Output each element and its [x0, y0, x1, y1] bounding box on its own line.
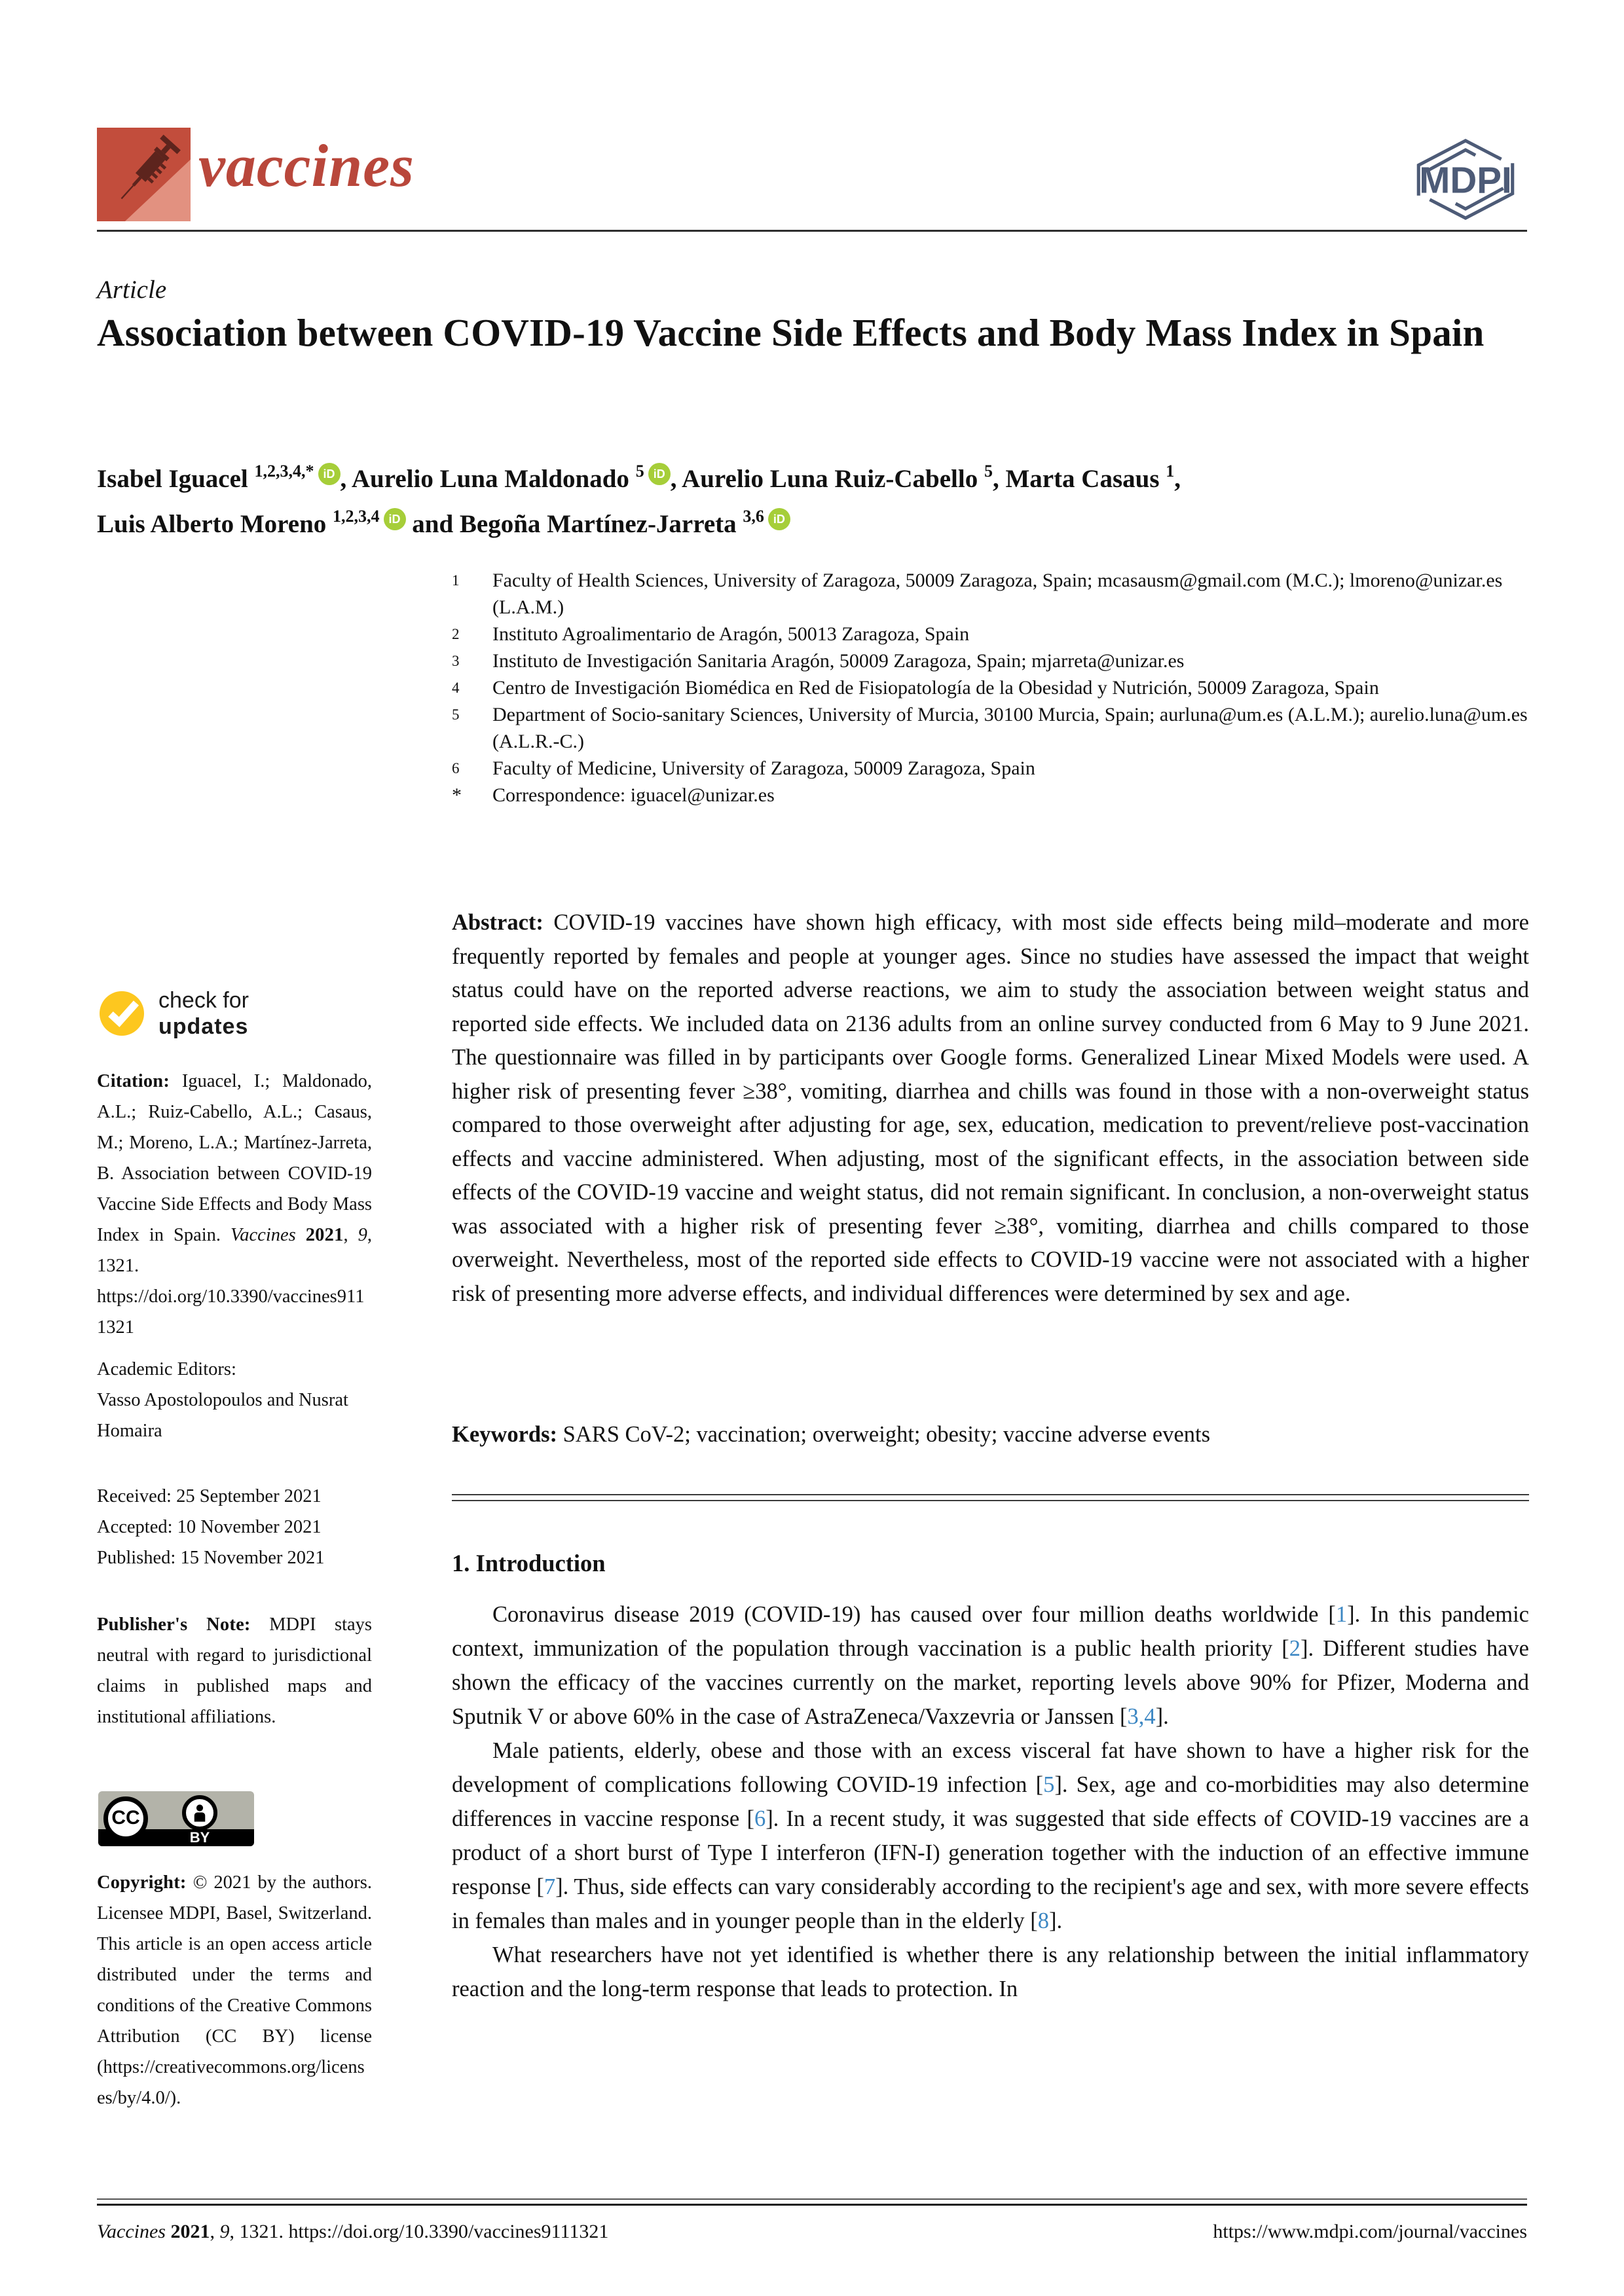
mdpi-logo-icon	[1403, 134, 1528, 225]
author-affil-sup: 1,2,3,4	[333, 507, 380, 526]
cc-by-label: BY	[189, 1829, 210, 1846]
author-name: Marta Casaus	[1005, 465, 1160, 493]
citation-ref[interactable]: 6	[754, 1806, 766, 1831]
affiliation-item: 4 Centro de Investigación Biomédica en Red de Fisiopatología de la Obesidad y Nutrición, 50009 Zaragoza, Spain	[452, 677, 1379, 699]
authors-line-1: Isabel Iguacel $^{1,2,3,4,*}$ iD , Aurelio Luna Maldonado $^5$ iD , Aurelio Luna Ruiz-Cabello $^5$, Marta Casaus $^1$,	[97, 462, 1181, 493]
author-name: Aurelio Luna Maldonado	[351, 465, 629, 493]
affiliation-item: 5 Department of Socio-sanitary Sciences, University of Murcia, 30100 Murcia, Spain; aurluna@um.es (A.L.M.); aurelio.luna@um.es (A.L.R.-C.)	[452, 704, 1528, 752]
author-name: Isabel Iguacel	[97, 465, 248, 493]
footer-citation: Vaccines 2021, 9, 1321. https://doi.org/10.3390/vaccines9111321	[97, 2221, 609, 2242]
cc-icon: CC	[103, 1796, 148, 1841]
introduction-section	[452, 1549, 1529, 2006]
correspondence-line: * Correspondence: iguacel@unizar.es	[452, 784, 775, 806]
affiliation-item: 2 Instituto Agroalimentario de Aragón, 50013 Zaragoza, Spain	[452, 623, 970, 645]
accepted-date: Accepted: 10 November 2021	[97, 1517, 322, 1537]
page-title: Association between COVID-19 Vaccine Side Effects and Body Mass Index in Spain	[97, 311, 1485, 354]
section-divider	[452, 1494, 1529, 1501]
citation-ref[interactable]: 3,4	[1127, 1704, 1156, 1729]
keywords-line: Keywords: SARS CoV-2; vaccination; overweight; obesity; vaccine adverse events	[452, 1422, 1211, 1447]
header-divider	[97, 230, 1527, 232]
affiliation-item: 3 Instituto de Investigación Sanitaria Aragón, 50009 Zaragoza, Spain; mjarreta@unizar.es	[452, 650, 1185, 672]
intro-paragraph-2: Male patients, elderly, obese and those with an excess visceral fat have shown to have a higher risk for the development of complications following COVID-19 infection [5]. Sex, age and co-morbidities may also determine differences in vaccine response [6]. In a recent study, it was suggested that side effects of COVID-19 vaccines are a product of a short burst of Type I interferon (IFN-I) generation together with the induction of an effective immune response [7]. Thus, side effects can vary considerably according to the recipient's age and sex, with more severe effects in females than males and in younger people than in the elderly [8].	[452, 1738, 1529, 1933]
intro-paragraph-3: What researchers have not yet identified is whether there is any relationship between the initial inflammatory reaction and the long-term response that leads to protection. In	[452, 1942, 1529, 2001]
copyright-block: Copyright: © 2021 by the authors. Licensee MDPI, Basel, Switzerland. This article is an open access article distributed under the terms and conditions of the Creative Commons Attribution (CC BY) license (https://creativecommons.org/licenses/by/4.0/).	[97, 1872, 373, 2108]
author-name: Aurelio Luna Ruiz-Cabello	[682, 465, 978, 493]
svg-text:MDPI: MDPI	[1419, 159, 1512, 201]
footer-journal-url[interactable]: https://www.mdpi.com/journal/vaccines	[1213, 2221, 1527, 2242]
citation-ref[interactable]: 2	[1289, 1636, 1301, 1661]
abstract-label: Abstract:	[452, 910, 544, 935]
vaccines-journal-logo	[97, 128, 191, 221]
affiliation-item: 1 Faculty of Health Sciences, University of Zaragoza, 50009 Zaragoza, Spain; mcasausm@gmail.com (M.C.); lmoreno@unizar.es (L.A.M.)	[452, 570, 1503, 618]
authors-line-2: Luis Alberto Moreno $^{1,2,3,4}$ iD and Begoña Martínez-Jarreta $^{3,6}$ iD	[97, 498, 1527, 543]
abstract-paragraph: Abstract: COVID-19 vaccines have shown high efficacy, with most side effects being mild–moderate and more frequently reported by females and people at younger ages. Since no studies have assessed the impact that weight status could have on the reported adverse reactions, we aim to study the association between weight status and reported side effects. We included data on 2136 adults from an online survey conducted from 6 May to 9 June 2021. The questionnaire was filled in by participants over Google forms. Generalized Linear Mixed Models were used. A higher risk of presenting fever ≥38°, vomiting, diarrhea and chills was found in those with a non-overweight status compared to those overweight after adjusting for age, sex, education, medication to prevent/relieve post-vaccination effects and vaccine administered. When adjusting, most of the significant effects, in the association between side effects of the COVID-19 vaccine and weight status, did not remain significant. In conclusion, a non-overweight status was associated with a higher risk of presenting fever ≥38°, vomiting, diarrhea and chills compared to those overweight. Nevertheless, most of the reported side effects to COVID-19 vaccine were not associated with a higher risk of presenting more adverse effects, and individual differences were determined by sex and age.	[452, 910, 1529, 1306]
orcid-icon[interactable]: iD	[384, 508, 406, 530]
published-date: Published: 15 November 2021	[97, 1548, 325, 1568]
citation-ref[interactable]: 8	[1037, 1908, 1050, 1933]
doi-link[interactable]: https://doi.org/10.3390/vaccines9111321	[97, 1286, 365, 1338]
received-date: Received: 25 September 2021	[97, 1486, 322, 1506]
footer-divider	[97, 2198, 1527, 2206]
cc-by-badge[interactable]	[98, 1791, 254, 1846]
citation-block: Citation: Iguacel, I.; Maldonado, A.L.; Ruiz-Cabello, A.L.; Casaus, M.; Moreno, L.A.; Martínez-Jarreta, B. Association between COVID-19 Vaccine Side Effects and Body Mass Index in Spain. Vaccines 2021, 9, 1321. https://doi.org/10.3390/vaccines9111321	[97, 1071, 373, 1338]
check-for-updates-badge[interactable]	[98, 989, 373, 1049]
intro-paragraph-1: Coronavirus disease 2019 (COVID-19) has caused over four million deaths worldwide [1]. In this pandemic context, immunization of the population through vaccination is a public health priority [2]. Different studies have shown the efficacy of the vaccines currently on the market, reporting levels above 90% for Pfizer, Moderna and Sputnik V or above 60% in the case of AstraZeneca/Vaxzevria or Janssen [3,4].	[452, 1602, 1529, 1729]
syringe-icon	[100, 129, 189, 218]
author-name: Begoña Martínez-Jarreta	[459, 510, 737, 538]
author-affil-sup: 3,6	[743, 507, 764, 526]
author-affil-sup: 5	[984, 462, 993, 481]
author-affil-sup: 1,2,3,4,*	[254, 462, 314, 481]
affiliations-list	[452, 567, 1532, 809]
citation-ref[interactable]: 5	[1043, 1772, 1055, 1797]
copyright-label: Copyright:	[97, 1872, 187, 1893]
author-affil-sup: 5	[635, 462, 644, 481]
author-affil-sup: 1	[1166, 462, 1175, 481]
affiliation-item: 6 Faculty of Medicine, University of Zaragoza, 50009 Zaragoza, Spain	[452, 757, 1035, 779]
orcid-icon[interactable]: iD	[768, 508, 790, 530]
orcid-icon[interactable]: iD	[648, 463, 671, 485]
footer-doi-link[interactable]: https://doi.org/10.3390/vaccines9111321	[288, 2221, 609, 2242]
keywords-label: Keywords:	[452, 1422, 557, 1447]
author-name: Luis Alberto Moreno	[97, 510, 327, 538]
citation-ref[interactable]: 7	[544, 1874, 556, 1899]
authors-line	[97, 453, 1527, 543]
section-heading: 1. Introduction	[452, 1550, 606, 1576]
publishers-note-label: Publisher's Note:	[97, 1614, 251, 1635]
article-type-label: Article	[97, 276, 167, 304]
citation-label: Citation:	[97, 1071, 170, 1091]
citation-ref[interactable]: 1	[1335, 1602, 1348, 1627]
journal-name: vaccines	[198, 132, 415, 199]
academic-editors-block: Academic Editors: Vasso Apostolopoulos and Nusrat Homaira	[97, 1359, 348, 1441]
publishers-note: Publisher's Note: MDPI stays neutral with regard to jurisdictional claims in published maps and institutional affiliations.	[97, 1614, 373, 1727]
orcid-icon[interactable]: iD	[318, 463, 341, 485]
person-icon	[182, 1795, 217, 1831]
check-icon	[98, 989, 148, 1038]
check-for-updates-label: check for updates	[158, 988, 249, 1039]
dates-block	[97, 1481, 372, 1573]
